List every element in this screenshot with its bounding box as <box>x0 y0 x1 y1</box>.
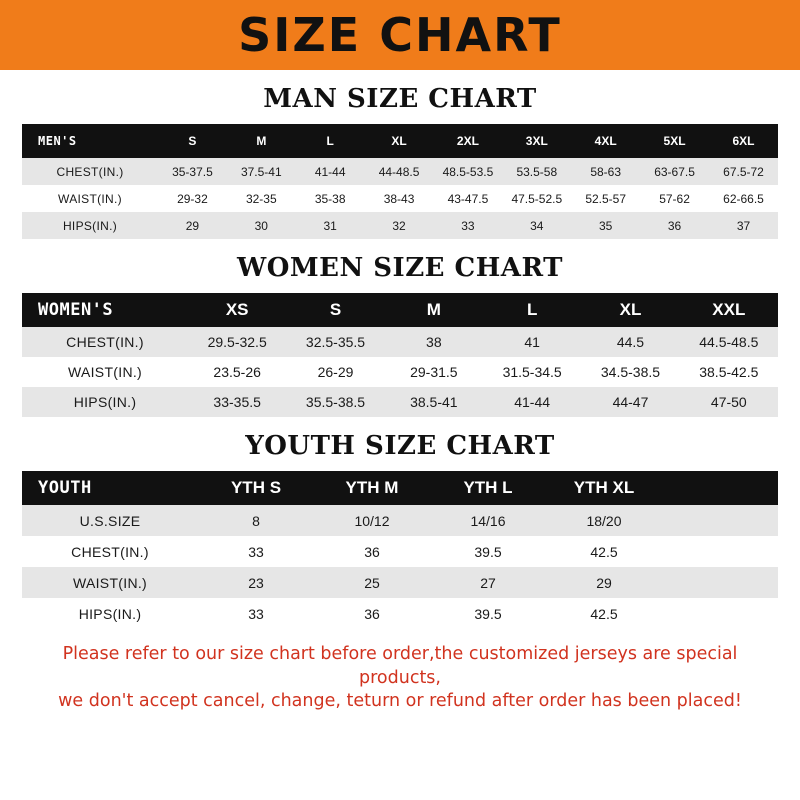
men-chest-xl: 44-48.5 <box>365 158 434 185</box>
order-notice-line-2: we don't accept cancel, change, teturn or refund after order has been placed! <box>58 691 742 712</box>
men-col-xl: XL <box>365 124 434 158</box>
men-hips-s: 29 <box>158 212 227 239</box>
men-hips-3xl: 34 <box>502 212 571 239</box>
men-waist-6xl: 62-66.5 <box>709 185 778 212</box>
men-chest-l: 41-44 <box>296 158 365 185</box>
women-col-m: M <box>385 293 483 327</box>
women-col-xs: XS <box>188 293 286 327</box>
youth-ussize-s: 8 <box>198 505 314 536</box>
men-col-s: S <box>158 124 227 158</box>
men-chest-6xl: 67.5-72 <box>709 158 778 185</box>
men-waist-l: 35-38 <box>296 185 365 212</box>
youth-row-label-waist: WAIST(IN.) <box>22 567 198 598</box>
page-title: SIZE CHART <box>238 8 562 62</box>
youth-col-m: YTH M <box>314 471 430 505</box>
women-chest-xl: 44.5 <box>581 327 679 357</box>
women-waist-s: 26-29 <box>286 357 384 387</box>
youth-corner-label: YOUTH <box>22 471 198 505</box>
youth-waist-m: 25 <box>314 567 430 598</box>
men-waist-xl: 38-43 <box>365 185 434 212</box>
table-row <box>22 387 778 417</box>
youth-hips-xl: 42.5 <box>546 598 662 629</box>
women-chest-xs: 29.5-32.5 <box>188 327 286 357</box>
women-section-title: WOMEN SIZE CHART <box>237 253 563 283</box>
table-row <box>22 357 778 387</box>
youth-chest-l: 39.5 <box>430 536 546 567</box>
header-bar <box>0 0 800 70</box>
youth-chest-m: 36 <box>314 536 430 567</box>
table-row <box>22 567 778 598</box>
youth-ussize-xl: 18/20 <box>546 505 662 536</box>
women-hips-xs: 33-35.5 <box>188 387 286 417</box>
men-row-label-hips: HIPS(IN.) <box>22 212 158 239</box>
youth-hips-m: 36 <box>314 598 430 629</box>
youth-waist-xl: 29 <box>546 567 662 598</box>
women-waist-xl: 34.5-38.5 <box>581 357 679 387</box>
youth-table-body <box>22 505 778 629</box>
women-waist-m: 29-31.5 <box>385 357 483 387</box>
women-waist-l: 31.5-34.5 <box>483 357 581 387</box>
men-table-body <box>22 158 778 239</box>
men-section-title: MAN SIZE CHART <box>263 84 537 114</box>
men-waist-m: 32-35 <box>227 185 296 212</box>
table-row <box>22 212 778 239</box>
order-notice <box>22 643 778 714</box>
men-chest-4xl: 58-63 <box>571 158 640 185</box>
youth-col-xl: YTH XL <box>546 471 662 505</box>
women-row-label-chest: CHEST(IN.) <box>22 327 188 357</box>
youth-waist-s: 23 <box>198 567 314 598</box>
men-waist-4xl: 52.5-57 <box>571 185 640 212</box>
women-row-label-hips: HIPS(IN.) <box>22 387 188 417</box>
men-hips-5xl: 36 <box>640 212 709 239</box>
youth-chest-s: 33 <box>198 536 314 567</box>
women-hips-l: 41-44 <box>483 387 581 417</box>
table-row <box>22 185 778 212</box>
order-notice-line-1: Please refer to our size chart before order,the customized jerseys are special products, <box>62 644 738 688</box>
content-area <box>0 84 800 714</box>
women-chest-m: 38 <box>385 327 483 357</box>
table-row <box>22 158 778 185</box>
women-col-s: S <box>286 293 384 327</box>
men-table-head <box>22 124 778 158</box>
men-chest-m: 37.5-41 <box>227 158 296 185</box>
women-waist-xs: 23.5-26 <box>188 357 286 387</box>
men-chest-s: 35-37.5 <box>158 158 227 185</box>
youth-col-s: YTH S <box>198 471 314 505</box>
youth-row-label-hips: HIPS(IN.) <box>22 598 198 629</box>
men-chest-2xl: 48.5-53.5 <box>434 158 503 185</box>
youth-chest-empty <box>662 536 778 567</box>
women-table-body <box>22 327 778 417</box>
youth-ussize-empty <box>662 505 778 536</box>
men-size-table <box>22 124 778 239</box>
youth-ussize-l: 14/16 <box>430 505 546 536</box>
women-chest-xxl: 44.5-48.5 <box>680 327 778 357</box>
youth-ussize-m: 10/12 <box>314 505 430 536</box>
men-hips-l: 31 <box>296 212 365 239</box>
women-chest-l: 41 <box>483 327 581 357</box>
men-chest-3xl: 53.5-58 <box>502 158 571 185</box>
table-row <box>22 327 778 357</box>
men-col-l: L <box>296 124 365 158</box>
youth-section-title: YOUTH SIZE CHART <box>245 431 555 461</box>
youth-row-label-chest: CHEST(IN.) <box>22 536 198 567</box>
table-row <box>22 598 778 629</box>
table-header-row <box>22 471 778 505</box>
men-hips-4xl: 35 <box>571 212 640 239</box>
men-chest-5xl: 63-67.5 <box>640 158 709 185</box>
men-col-3xl: 3XL <box>502 124 571 158</box>
women-hips-xl: 44-47 <box>581 387 679 417</box>
men-size-section <box>22 84 778 239</box>
women-waist-xxl: 38.5-42.5 <box>680 357 778 387</box>
men-hips-m: 30 <box>227 212 296 239</box>
men-waist-s: 29-32 <box>158 185 227 212</box>
women-hips-m: 38.5-41 <box>385 387 483 417</box>
women-chest-s: 32.5-35.5 <box>286 327 384 357</box>
women-col-xxl: XXL <box>680 293 778 327</box>
men-col-2xl: 2XL <box>434 124 503 158</box>
youth-col-l: YTH L <box>430 471 546 505</box>
youth-chest-xl: 42.5 <box>546 536 662 567</box>
women-row-label-waist: WAIST(IN.) <box>22 357 188 387</box>
table-header-row <box>22 293 778 327</box>
women-hips-xxl: 47-50 <box>680 387 778 417</box>
men-corner-label: MEN'S <box>22 124 158 158</box>
women-size-section <box>22 253 778 417</box>
men-hips-6xl: 37 <box>709 212 778 239</box>
women-table-head <box>22 293 778 327</box>
table-row <box>22 505 778 536</box>
men-waist-3xl: 47.5-52.5 <box>502 185 571 212</box>
youth-col-empty <box>662 471 778 505</box>
youth-table-head <box>22 471 778 505</box>
men-col-m: M <box>227 124 296 158</box>
men-row-label-waist: WAIST(IN.) <box>22 185 158 212</box>
men-waist-5xl: 57-62 <box>640 185 709 212</box>
men-col-4xl: 4XL <box>571 124 640 158</box>
youth-size-section <box>22 431 778 629</box>
men-row-label-chest: CHEST(IN.) <box>22 158 158 185</box>
women-col-xl: XL <box>581 293 679 327</box>
women-col-l: L <box>483 293 581 327</box>
youth-waist-l: 27 <box>430 567 546 598</box>
women-hips-s: 35.5-38.5 <box>286 387 384 417</box>
youth-size-table <box>22 471 778 629</box>
women-size-table <box>22 293 778 417</box>
youth-row-label-ussize: U.S.SIZE <box>22 505 198 536</box>
men-hips-2xl: 33 <box>434 212 503 239</box>
men-col-5xl: 5XL <box>640 124 709 158</box>
men-hips-xl: 32 <box>365 212 434 239</box>
youth-hips-l: 39.5 <box>430 598 546 629</box>
men-waist-2xl: 43-47.5 <box>434 185 503 212</box>
table-header-row <box>22 124 778 158</box>
youth-hips-empty <box>662 598 778 629</box>
men-col-6xl: 6XL <box>709 124 778 158</box>
table-row <box>22 536 778 567</box>
youth-waist-empty <box>662 567 778 598</box>
women-corner-label: WOMEN'S <box>22 293 188 327</box>
youth-hips-s: 33 <box>198 598 314 629</box>
